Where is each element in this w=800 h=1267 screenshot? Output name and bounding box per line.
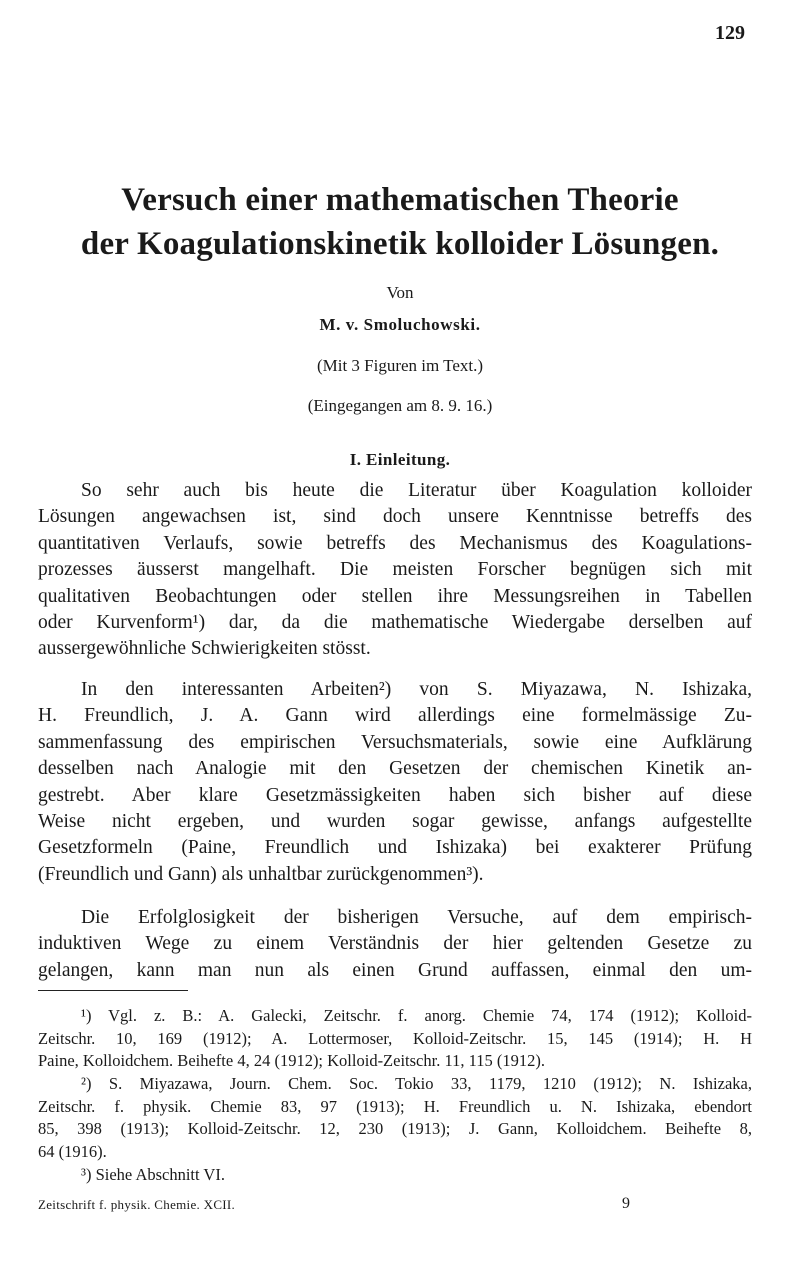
paragraph-3 (38, 905, 752, 984)
text-line: Gesetzformeln (Paine, Freundlich und Ishizaka) bei exakterer Prüfung (38, 837, 752, 859)
footnote-line: Paine, Kolloidchem. Beihefte 4, 24 (1912); Kolloid-Zeitschr. 11, 115 (1912). (38, 1051, 545, 1071)
text-line: Weise nicht ergeben, und wurden sogar gewisse, anfangs aufgestellte (38, 810, 752, 832)
text-line: quantitativen Verlaufs, sowie betreffs des Mechanismus des Koagulations- (38, 532, 752, 554)
footnote-line: ²) S. Miyazawa, Journ. Chem. Soc. Tokio 33, 1179, 1210 (1912); N. Ishizaka, (81, 1074, 752, 1093)
text-line: (Freundlich und Gann) als unhaltbar zurückgenommen³). (38, 863, 484, 885)
text-line: oder Kurvenform¹) dar, da die mathematische Wiedergabe derselben auf (38, 611, 752, 633)
footnote-divider (38, 990, 188, 991)
text-line: gelangen, kann man nun als einen Grund auffassen, einmal den um- (38, 959, 752, 981)
page-number: 129 (715, 22, 745, 44)
footnote-line: Zeitschr. 10, 169 (1912); A. Lottermoser, Kolloid-Zeitschr. 15, 145 (1914); H. H (38, 1028, 752, 1048)
paragraph-2 (38, 677, 752, 888)
footnote-2 (38, 1073, 752, 1164)
article-title-line-2: der Koagulationskinetik kolloider Lösungen. (80, 226, 720, 262)
text-line: desselben nach Analogie mit den Gesetzen der chemischen Kinetik an- (38, 758, 752, 780)
text-line: sammenfassung des empirischen Versuchsmaterials, sowie eine Aufklärung (38, 731, 752, 753)
text-line: Die Erfolglosigkeit der bisherigen Versuche, auf dem empirisch- (81, 907, 752, 928)
footnote-line: 85, 398 (1913); Kolloid-Zeitschr. 12, 230 (1913); J. Gann, Kolloidchem. Beihefte 8, (38, 1119, 752, 1139)
text-line: In den interessanten Arbeiten²) von S. Miyazawa, N. Ishizaka, (81, 679, 752, 700)
section-heading: I. Einleitung. (349, 450, 451, 469)
text-line: induktiven Wege zu einem Verständnis der hier geltenden Gesetze zu (38, 933, 752, 955)
text-line: qualitativen Beobachtungen oder stellen ihre Messungsreihen in Tabellen (38, 585, 752, 607)
footnote-line: Zeitschr. f. physik. Chemie 83, 97 (1913); H. Freundlich u. N. Ishizaka, ebendort (38, 1096, 752, 1116)
footnote-line: 64 (1916). (38, 1142, 107, 1162)
signature-mark: 9 (622, 1195, 630, 1212)
footnote-3 (38, 1164, 752, 1187)
footnote-line: ³) Siehe Abschnitt VI. (81, 1165, 225, 1184)
received-date: (Eingegangen am 8. 9. 16.) (307, 396, 493, 415)
text-line: gestrebt. Aber klare Gesetzmässigkeiten haben sich bisher auf diese (38, 784, 752, 806)
text-line: prozesses äusserst mangelhaft. Die meisten Forscher begnügen sich mit (38, 559, 752, 581)
author-name: M. v. Smoluchowski. (319, 315, 481, 334)
footnote-line: ¹) Vgl. z. B.: A. Galecki, Zeitschr. f. anorg. Chemie 74, 174 (1912); Kolloid- (81, 1006, 752, 1025)
text-line: H. Freundlich, J. A. Gann wird allerdings eine formelmässige Zu- (38, 705, 752, 727)
text-line: So sehr auch bis heute die Literatur über Koagulation kolloider (81, 480, 752, 501)
byline-von: Von (386, 283, 414, 302)
text-line: aussergewöhnliche Schwierigkeiten stösst. (38, 638, 371, 660)
paragraph-1 (38, 478, 752, 663)
footnote-1 (38, 1005, 752, 1073)
journal-footer: Zeitschrift f. physik. Chemie. XCII. (38, 1197, 236, 1212)
figures-note: (Mit 3 Figuren im Text.) (316, 356, 484, 375)
article-title-line-1: Versuch einer mathematischen Theorie (121, 182, 679, 218)
text-line: Lösungen angewachsen ist, sind doch unsere Kenntnisse betreffs des (38, 506, 752, 528)
